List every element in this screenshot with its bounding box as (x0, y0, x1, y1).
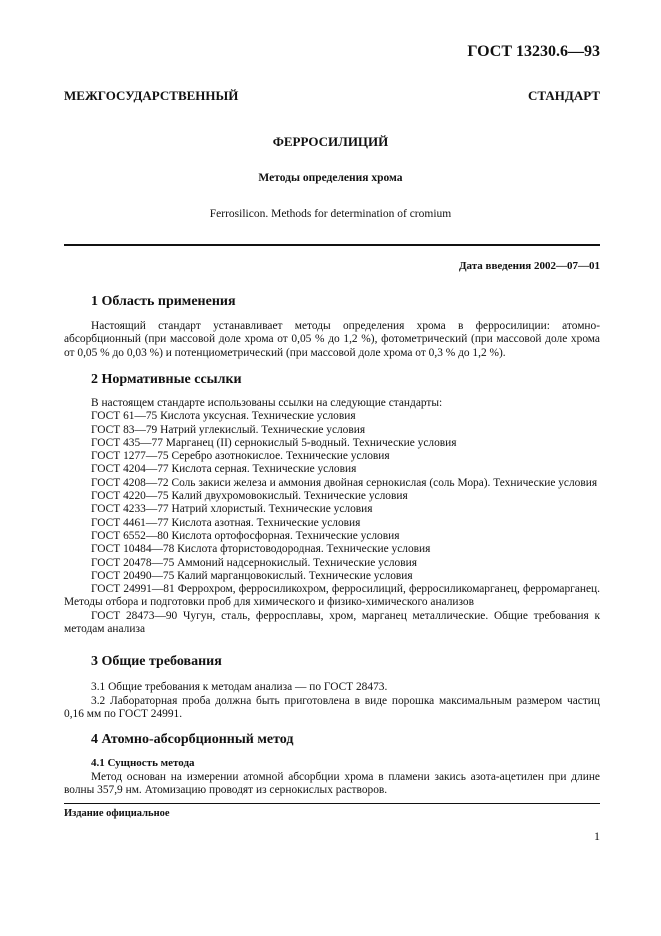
section-1-text: Настоящий стандарт устанавливает методы определения хрома в ферросилиции: атомно-абсорбционный (при массовой доле хрома от 0,05 % до 1,2 %), фотометрический (при массовой доле хрома от 0,05 % до 0,03 %) и потенциометрический (при массовой доле хрома от 0,3 % до 1,2 %). (64, 320, 600, 359)
reference-item: ГОСТ 20478—75 Аммоний надсернокислый. Технические условия (91, 556, 417, 569)
reference-item: ГОСТ 20490—75 Калий марганцовокислый. Технические условия (91, 569, 413, 582)
reference-item: ГОСТ 61—75 Кислота уксусная. Технические условия (91, 410, 356, 423)
reference-item: ГОСТ 4220—75 Калий двухромовокислый. Технические условия (91, 490, 408, 503)
section-4-1-text: Метод основан на измерении атомной абсорбции хрома в пламени закись азота-ацетилен при длине волны 357,9 нм. Атомизацию проводят из сернокислых растворов. (64, 771, 600, 797)
section-3-2-text: 3.2 Лабораторная проба должна быть приготовлена в виде порошка максимальным размером частиц 0,16 мм по ГОСТ 24991. (64, 695, 600, 721)
reference-item: ГОСТ 24991—81 Феррохром, ферросиликохром, ферросилиций, ферросиликомарганец, ферромарганец. Методы отбора и подготовки проб для химического и физико-химического анализов (64, 583, 600, 609)
references-list (64, 397, 600, 636)
page-number: 1 (594, 829, 600, 843)
document-title: ФЕРРОСИЛИЦИЙ (272, 134, 389, 149)
footer-divider (64, 803, 600, 804)
official-edition-label: Издание официальное (64, 808, 170, 819)
title-divider (64, 244, 600, 246)
section-2-heading: 2 Нормативные ссылки (91, 372, 242, 387)
section-1-heading: 1 Область применения (91, 294, 236, 309)
section-4-1-heading: 4.1 Сущность метода (91, 757, 195, 769)
reference-item: ГОСТ 4208—72 Соль закиси железа и аммония двойная сернокислая (соль Мора). Технические условия (91, 476, 598, 489)
reference-item: ГОСТ 10484—78 Кислота фтористоводородная. Технические условия (91, 543, 431, 556)
interstate-word2: СТАНДАРТ (527, 88, 600, 103)
reference-item: ГОСТ 83—79 Натрий углекислый. Технические условия (91, 423, 366, 436)
reference-item: ГОСТ 6552—80 Кислота ортофосфорная. Технические условия (91, 529, 400, 542)
section-3-heading: 3 Общие требования (91, 654, 222, 669)
reference-item: ГОСТ 28473—90 Чугун, сталь, ферросплавы, хром, марганец металлические. Общие требования к методам анализа (64, 609, 600, 636)
reference-item: ГОСТ 4204—77 Кислота серная. Технические условия (91, 463, 357, 476)
reference-item: ГОСТ 1277—75 Серебро азотнокислое. Технические условия (91, 450, 390, 463)
introduction-date: Дата введения 2002—07—01 (458, 260, 600, 272)
section-3-1-text: 3.1 Общие требования к методам анализа — по ГОСТ 28473. (91, 681, 388, 693)
interstate-word1: МЕЖГОСУДАРСТВЕННЫЙ (64, 88, 239, 103)
document-title-english: Ferrosilicon. Methods for determination of cromium (209, 208, 452, 220)
reference-item: ГОСТ 435—77 Марганец (II) сернокислый 5-водный. Технические условия (91, 436, 457, 449)
reference-item: ГОСТ 4233—77 Натрий хлористый. Технические условия (91, 503, 373, 516)
references-intro: В настоящем стандарте использованы ссылки на следующие стандарты: (91, 397, 443, 409)
reference-item: ГОСТ 4461—77 Кислота азотная. Технические условия (91, 516, 361, 529)
document-subtitle: Методы определения хрома (258, 172, 403, 184)
interstate-standard-heading (64, 88, 600, 104)
gost-number: ГОСТ 13230.6—93 (467, 43, 600, 60)
section-4-heading: 4 Атомно-абсорбционный метод (91, 732, 294, 747)
